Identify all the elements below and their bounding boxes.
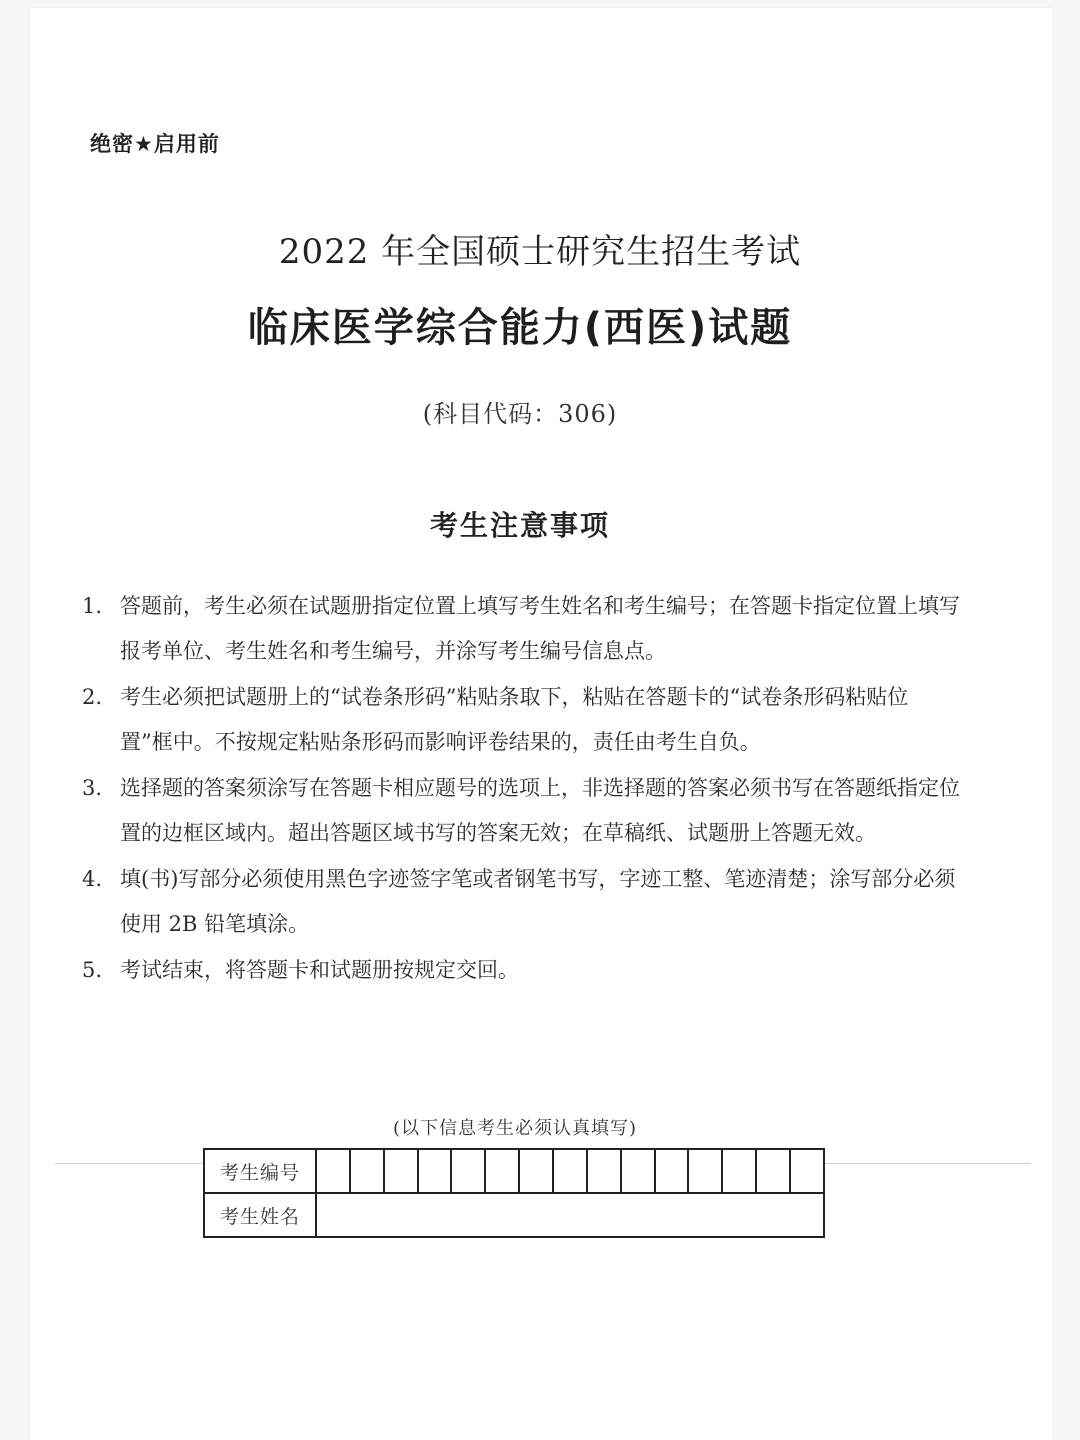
notice-item (80, 675, 960, 765)
candidate-number-label: 考生编号 (204, 1149, 316, 1193)
candidate-number-digit-box[interactable] (350, 1149, 384, 1193)
candidate-number-digit-box[interactable] (418, 1149, 452, 1193)
candidate-name-field[interactable] (316, 1193, 824, 1237)
notice-number: 2. (82, 685, 103, 709)
notice-number: 3. (82, 776, 103, 800)
notice-text: 考试结束，将答题卡和试题册按规定交回。 (120, 958, 519, 982)
exam-title: 2022 年全国硕士研究生招生考试 (278, 232, 802, 272)
candidate-number-digit-box[interactable] (722, 1149, 756, 1193)
notice-item (80, 857, 960, 947)
candidate-number-digit-box[interactable] (790, 1149, 824, 1193)
candidate-number-digit-box[interactable] (553, 1149, 587, 1193)
candidate-number-digit-box[interactable] (485, 1149, 519, 1193)
notice-item (80, 584, 960, 674)
candidate-number-digit-box[interactable] (316, 1149, 350, 1193)
candidate-number-digit-box[interactable] (621, 1149, 655, 1193)
notice-number: 1. (82, 594, 103, 618)
candidate-number-row (204, 1149, 824, 1193)
candidate-number-digit-box[interactable] (519, 1149, 553, 1193)
candidate-number-digit-box[interactable] (451, 1149, 485, 1193)
notice-text: 考生必须把试题册上的“试卷条形码”粘贴条取下，粘贴在答题卡的“试卷条形码粘贴位置”框中。不按规定粘贴条形码而影响评卷结果的，责任由考生自负。 (120, 685, 909, 754)
candidate-number-digit-box[interactable] (756, 1149, 790, 1193)
notice-text: 填(书)写部分必须使用黑色字迹签字笔或者钢笔书写，字迹工整、笔迹清楚；涂写部分必须使用 2B 铅笔填涂。 (120, 867, 956, 936)
notice-item (80, 948, 960, 993)
candidate-name-row (204, 1193, 824, 1237)
candidate-name-label: 考生姓名 (204, 1193, 316, 1237)
candidate-number-digit-box[interactable] (655, 1149, 689, 1193)
candidate-number-digit-box[interactable] (587, 1149, 621, 1193)
notice-number: 5. (82, 958, 103, 982)
candidate-number-digit-box[interactable] (688, 1149, 722, 1193)
notice-number: 4. (82, 867, 103, 891)
candidate-info-table (203, 1148, 825, 1238)
notice-text: 选择题的答案须涂写在答题卡相应题号的选项上，非选择题的答案必须书写在答题纸指定位置的边框区域内。超出答题区域书写的答案无效；在草稿纸、试题册上答题无效。 (120, 776, 960, 845)
subject-code: (科目代码：306) (422, 400, 618, 428)
notice-text: 答题前，考生必须在试题册指定位置上填写考生姓名和考生编号；在答题卡指定位置上填写报考单位、考生姓名和考生编号，并涂写考生编号信息点。 (120, 594, 960, 663)
classification-mark: 绝密★启用前 (90, 132, 220, 156)
candidate-number-digit-box[interactable] (384, 1149, 418, 1193)
subject-title: 临床医学综合能力(西医)试题 (247, 305, 793, 351)
notice-item (80, 766, 960, 856)
notice-list (80, 584, 960, 994)
notice-heading: 考生注意事项 (429, 509, 610, 542)
info-form-hint: (以下信息考生必须认真填写) (392, 1118, 638, 1139)
